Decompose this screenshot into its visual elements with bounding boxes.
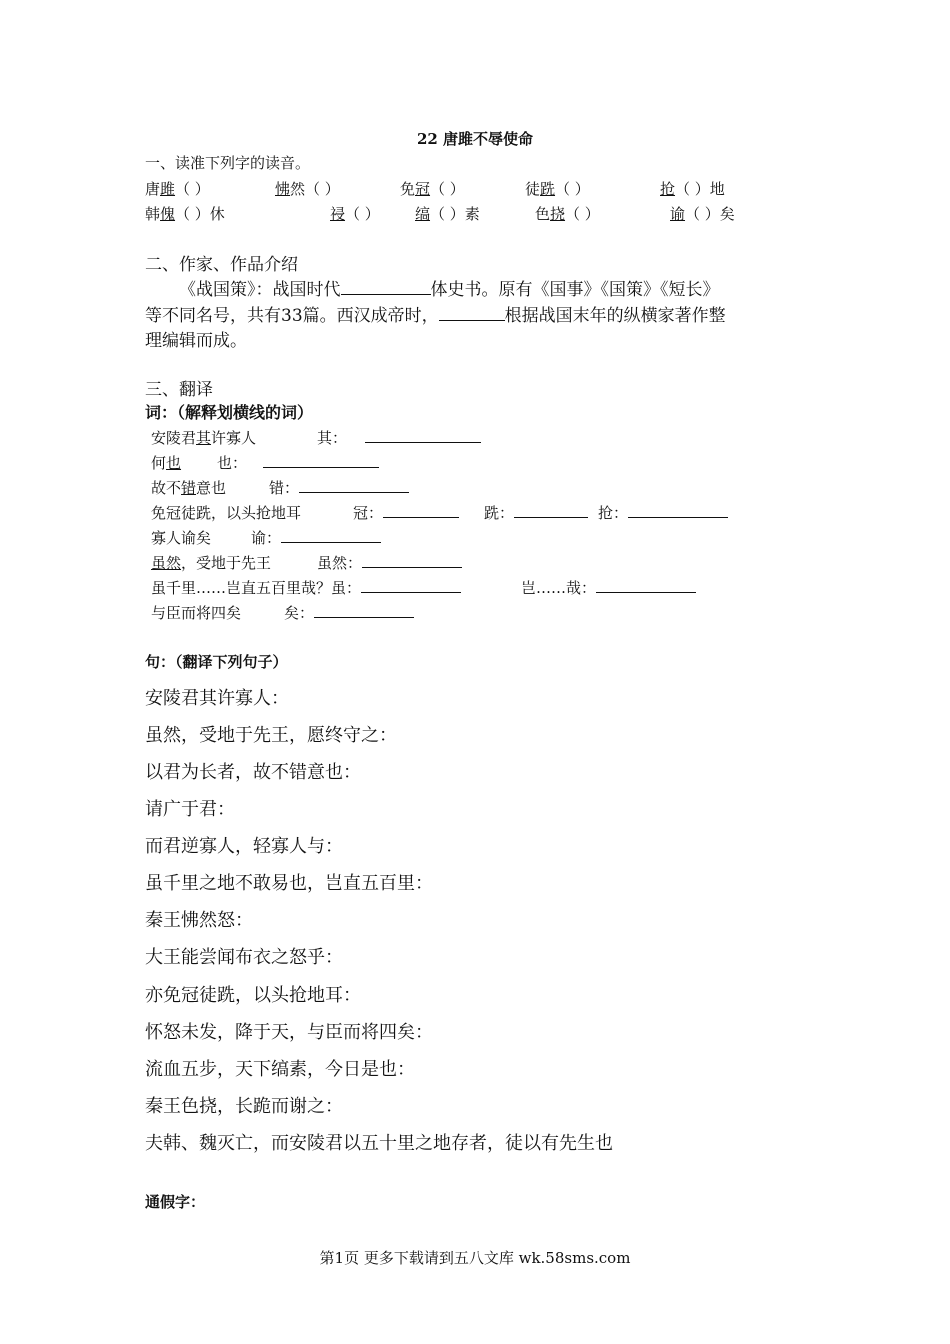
blank[interactable] xyxy=(596,578,696,593)
pinyin-item: 祲（ ） xyxy=(330,205,380,223)
blank[interactable] xyxy=(281,528,381,543)
blank[interactable] xyxy=(383,503,459,518)
blank[interactable] xyxy=(514,503,588,518)
pinyin-item: 抢（ ）地 xyxy=(660,180,725,198)
sentences-heading: 句：（翻译下列句子） xyxy=(145,653,288,671)
intro-line-3: 理编辑而成。 xyxy=(145,331,247,351)
word-row: 何也 也： xyxy=(151,452,379,473)
blank[interactable] xyxy=(263,453,379,468)
word-row: 与臣而将四矣 矣： xyxy=(151,602,414,623)
pinyin-item: 谕（ ）矣 xyxy=(670,205,735,223)
sentence: 秦王怫然怒： xyxy=(145,910,253,931)
blank[interactable] xyxy=(628,503,728,518)
pinyin-item: 免冠（ ） xyxy=(400,180,465,198)
sentence: 安陵君其许寡人： xyxy=(145,688,289,709)
pinyin-item: 缟（ ）素 xyxy=(415,205,480,223)
pinyin-item: 韩傀（ ）休 xyxy=(145,205,225,223)
blank[interactable] xyxy=(362,553,462,568)
sentence: 虽然，受地于先王，愿终守之： xyxy=(145,725,397,746)
word-row: 免冠徒跣，以头抢地耳 冠： 跣： 抢： xyxy=(151,502,728,523)
sentence: 夫韩、魏灭亡，而安陵君以五十里之地存者，徒以有先生也 xyxy=(145,1133,613,1154)
pinyin-item: 色挠（ ） xyxy=(535,205,600,223)
pinyin-row-2 xyxy=(145,203,735,224)
sentence: 以君为长者，故不错意也： xyxy=(145,762,361,783)
page-title: 22 唐雎不辱使命 xyxy=(416,130,534,148)
blank[interactable] xyxy=(341,280,431,295)
pinyin-item: 唐雎（ ） xyxy=(145,180,210,198)
page-footer: 第1页 更多下载请到五八文库 wk.58sms.com xyxy=(319,1249,631,1267)
word-row: 虽然，受地于先王 虽然： xyxy=(151,552,462,573)
sentence: 流血五步，天下缟素，今日是也： xyxy=(145,1059,415,1080)
sentence: 秦王色挠，长跪而谢之： xyxy=(145,1096,343,1117)
word-row: 故不错意也 错： xyxy=(151,477,409,498)
section2-heading: 二、作家、作品介绍 xyxy=(145,255,298,275)
words-heading: 词：（解释划横线的词） xyxy=(145,403,314,422)
blank[interactable] xyxy=(314,603,414,618)
blank[interactable] xyxy=(439,306,505,321)
section3-heading: 三、翻译 xyxy=(145,380,213,400)
tongjia-heading: 通假字： xyxy=(145,1193,206,1211)
blank[interactable] xyxy=(299,478,409,493)
sentence: 请广于君： xyxy=(145,799,235,820)
section1-heading: 一、读准下列字的读音。 xyxy=(145,154,311,172)
sentence: 亦免冠徒跣，以头抢地耳： xyxy=(145,985,361,1006)
pinyin-item: 徒跣（ ） xyxy=(525,180,590,198)
blank[interactable] xyxy=(365,428,481,443)
pinyin-item: 怫然（ ） xyxy=(275,180,340,198)
sentence: 而君逆寡人，轻寡人与： xyxy=(145,836,343,857)
blank[interactable] xyxy=(361,578,461,593)
word-row: 安陵君其许寡人 其： xyxy=(151,427,481,448)
word-row: 寡人谕矣 谕： xyxy=(151,527,381,548)
intro-line-2: 等不同名号，共有33篇。西汉成帝时， 根据战国末年的纵横家著作整 xyxy=(145,306,726,326)
sentence: 怀怒未发，降于天，与臣而将四矣： xyxy=(145,1022,433,1043)
sentence: 虽千里之地不敢易也，岂直五百里： xyxy=(145,873,433,894)
intro-line-1: 《战国策》：战国时代 体史书。原有《国事》《国策》《短长》 xyxy=(179,280,720,300)
pinyin-row-1 xyxy=(145,178,725,199)
word-row: 虽千里……岂直五百里哉？虽： 岂……哉： xyxy=(151,577,696,598)
sentence: 大王能尝闻布衣之怒乎： xyxy=(145,947,343,968)
